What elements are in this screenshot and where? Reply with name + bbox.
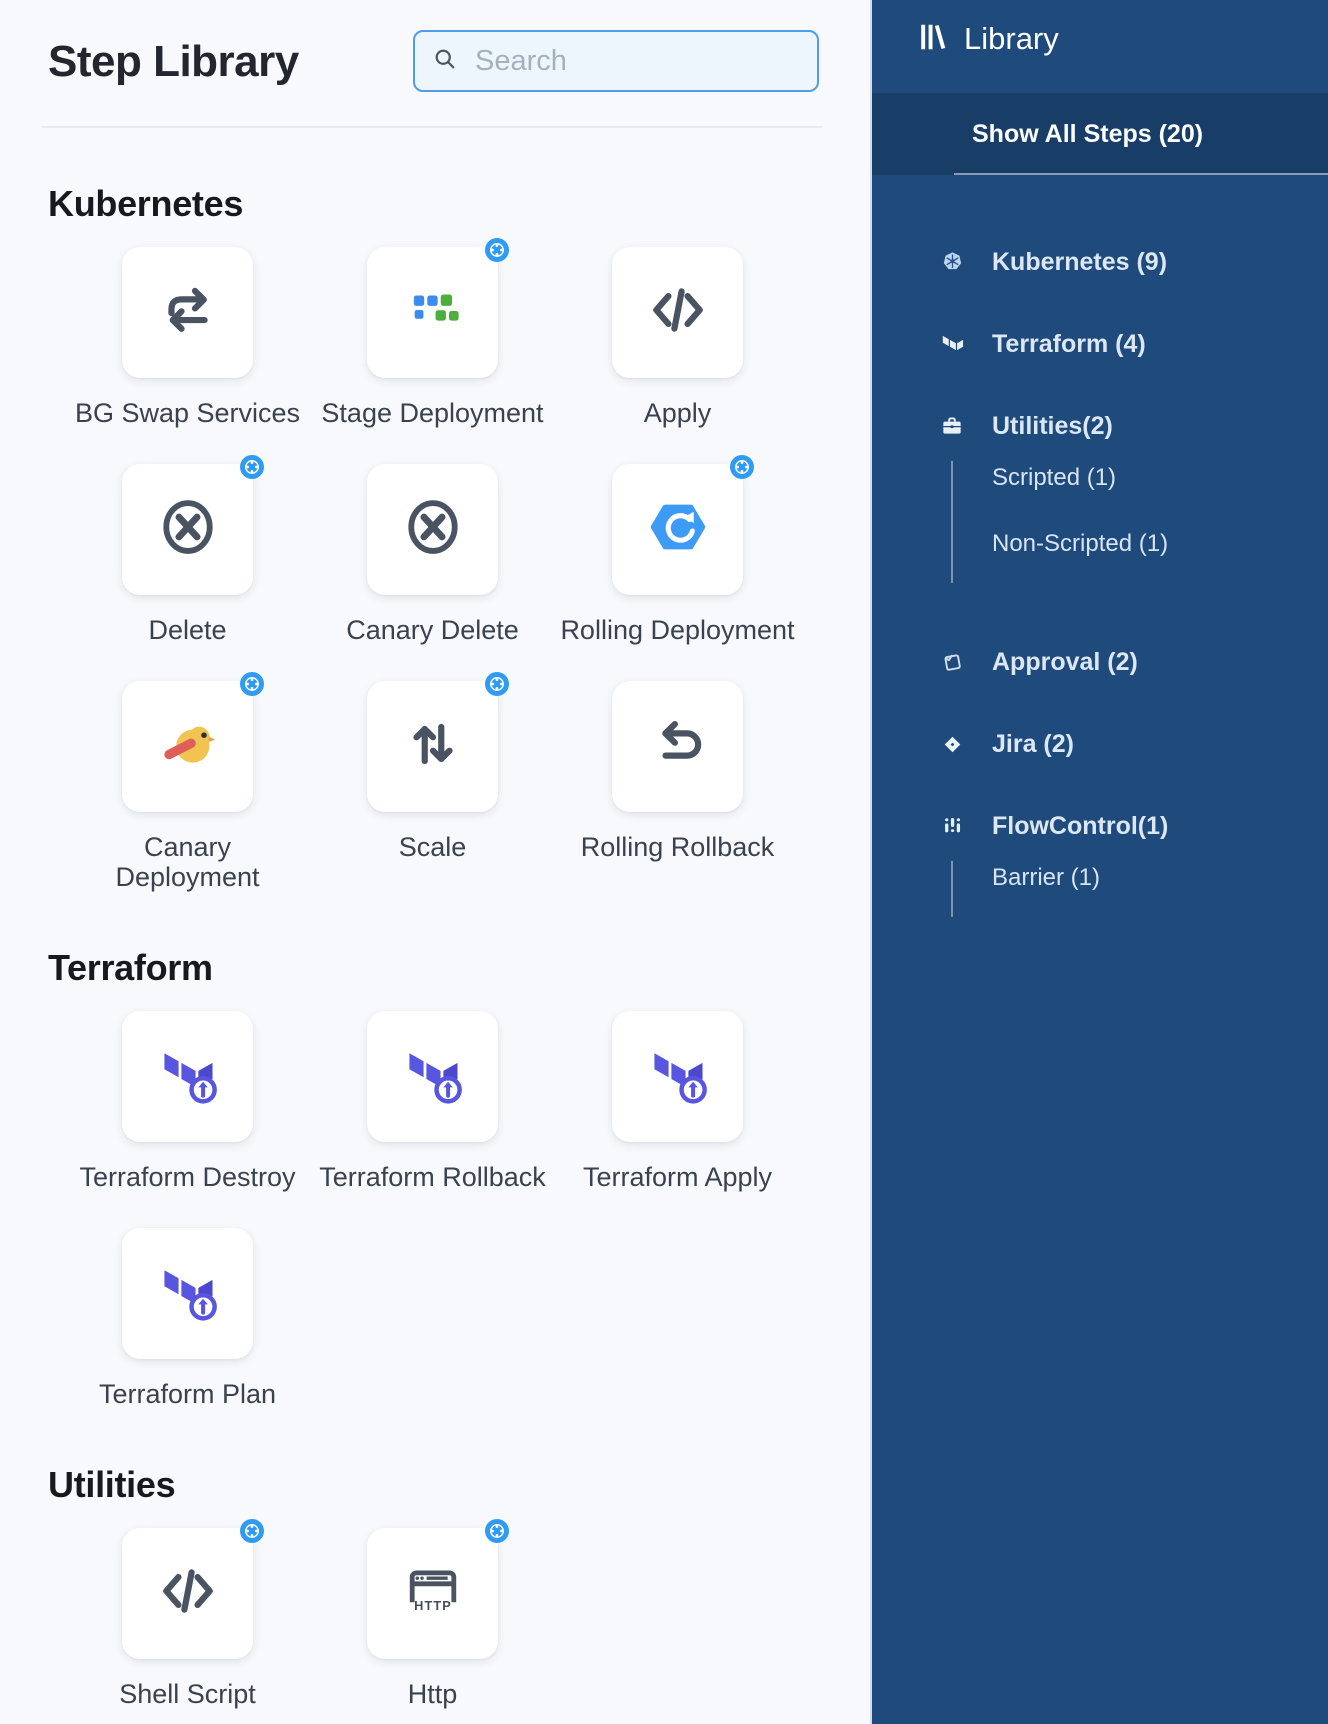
step-label: Canary Deployment (115, 832, 260, 892)
step-label: Terraform Plan (98, 1379, 277, 1409)
sidebar-subitem-barrier-1-[interactable] (992, 861, 1328, 895)
up-down-arrows-icon (402, 713, 464, 780)
stage-squares-icon (402, 279, 464, 346)
sidebar-item-label: Kubernetes (9) (992, 247, 1168, 276)
section-heading-utilities: Utilities (48, 1464, 176, 1505)
step-card-apply[interactable] (612, 247, 743, 378)
canary-bird-icon (156, 712, 220, 781)
step-label: BG Swap Services (74, 398, 301, 428)
step-label: Rolling Rollback (580, 832, 775, 862)
step-label: Apply (643, 398, 712, 428)
step-card-canary-delete[interactable] (367, 464, 498, 595)
step-cell (367, 1528, 612, 1709)
sidebar-subitem-label: Barrier (1) (992, 864, 1101, 891)
kubernetes-badge-icon (484, 1518, 510, 1544)
sidebar-subitem-scripted-1-[interactable] (992, 461, 1328, 495)
sidebar-item-jira-2-[interactable] (938, 727, 1328, 761)
sidebar-item-label: Terraform (4) (992, 329, 1146, 358)
sidebar-sublist (951, 461, 1328, 583)
search-input[interactable] (473, 44, 801, 79)
terraform-step-icon (155, 1258, 221, 1329)
circle-x-icon (155, 494, 221, 565)
show-all-underline (954, 173, 1328, 175)
section-heading-terraform: Terraform (48, 947, 213, 988)
step-label: Stage Deployment (321, 398, 544, 428)
step-card-terraform-apply[interactable] (612, 1011, 743, 1142)
search-box[interactable] (413, 30, 819, 92)
sidebar-subitem-label: Non-Scripted (1) (992, 530, 1169, 557)
kubernetes-badge-icon (239, 454, 265, 480)
code-icon (157, 1560, 219, 1627)
step-cell (582, 1011, 857, 1192)
show-all-steps-label[interactable]: Show All Steps (20) (972, 120, 1204, 148)
library-icon (920, 22, 947, 57)
library-sidebar (870, 0, 1328, 1724)
terraform-step-icon (645, 1041, 711, 1112)
jira-icon (938, 731, 966, 758)
step-grid-utilities (119, 1528, 862, 1709)
step-label: Rolling Deployment (560, 615, 795, 645)
step-card-terraform-rollback[interactable] (367, 1011, 498, 1142)
sidebar-item-label: FlowControl(1) (992, 811, 1169, 840)
step-card-rolling-deployment[interactable] (612, 464, 743, 595)
step-label: Scale (398, 832, 467, 862)
sidebar-item-kubernetes-9-[interactable] (938, 245, 1328, 279)
step-card-stage-deployment[interactable] (367, 247, 498, 378)
show-all-steps-row[interactable] (872, 93, 1328, 175)
sidebar-title: Library (964, 21, 1059, 56)
kubernetes-badge-icon (484, 237, 510, 263)
step-label: Delete (148, 615, 227, 645)
sidebar-item-label: Jira (2) (992, 729, 1074, 758)
step-card-shell-script[interactable] (122, 1528, 253, 1659)
sidebar-item-approval-2-[interactable] (938, 645, 1328, 679)
kubernetes-badge-icon (729, 454, 755, 480)
step-card-bg-swap-services[interactable] (122, 247, 253, 378)
briefcase-icon (938, 413, 966, 439)
sidebar-sublist (951, 861, 1328, 917)
step-card-terraform-plan[interactable] (122, 1228, 253, 1359)
step-sections (0, 185, 870, 1709)
kubernetes-icon (938, 249, 966, 276)
step-card-delete[interactable] (122, 464, 253, 595)
step-card-terraform-destroy[interactable] (122, 1011, 253, 1142)
step-label: Http (407, 1679, 458, 1709)
sidebar-header (872, 0, 1328, 93)
sidebar-item-terraform-4-[interactable] (938, 327, 1328, 361)
step-card-scale[interactable] (367, 681, 498, 812)
http-icon (401, 1559, 465, 1628)
step-label: Terraform Rollback (319, 1162, 546, 1192)
hexagon-refresh-icon (646, 495, 710, 564)
sliders-icon (938, 813, 966, 840)
sidebar-subitem-label: Scripted (1) (992, 464, 1117, 491)
step-card-canary-deployment[interactable] (122, 681, 253, 812)
step-label: Canary Delete (346, 615, 519, 645)
terraform-step-icon (400, 1041, 466, 1112)
sidebar-item-label: Approval (2) (992, 647, 1138, 676)
sidebar-item-label: Utilities(2) (992, 411, 1113, 440)
rollback-arrow-icon (647, 713, 709, 780)
step-card-http[interactable] (367, 1528, 498, 1659)
step-cell (98, 1228, 367, 1409)
step-card-rolling-rollback[interactable] (612, 681, 743, 812)
header-divider (42, 126, 822, 128)
step-cell (612, 247, 857, 428)
sidebar-subitem-non-scripted-1-[interactable] (992, 527, 1328, 561)
step-cell (560, 464, 857, 645)
svg-text:HTTP: HTTP (413, 1598, 452, 1614)
swap-arrows-icon (157, 279, 219, 346)
sidebar-item-utilities-2-[interactable] (938, 409, 1328, 443)
code-icon (647, 279, 709, 346)
step-label: Shell Script (119, 1679, 256, 1709)
sidebar-category-list (872, 245, 1328, 917)
terraform-icon (938, 331, 966, 357)
step-label: Terraform Destroy (79, 1162, 296, 1192)
approval-icon (938, 649, 966, 676)
circle-x-icon (400, 494, 466, 565)
terraform-step-icon (155, 1041, 221, 1112)
step-cell (580, 681, 857, 892)
section-heading-kubernetes: Kubernetes (48, 183, 244, 224)
page-title: Step Library (48, 37, 299, 86)
kubernetes-badge-icon (239, 1518, 265, 1544)
step-grid-kubernetes (74, 247, 862, 892)
step-grid-terraform (79, 1011, 862, 1409)
kubernetes-badge-icon (239, 671, 265, 697)
sidebar-item-flowcontrol-1-[interactable] (938, 809, 1328, 843)
kubernetes-badge-icon (484, 671, 510, 697)
step-label: Terraform Apply (582, 1162, 773, 1192)
search-icon (431, 45, 473, 78)
